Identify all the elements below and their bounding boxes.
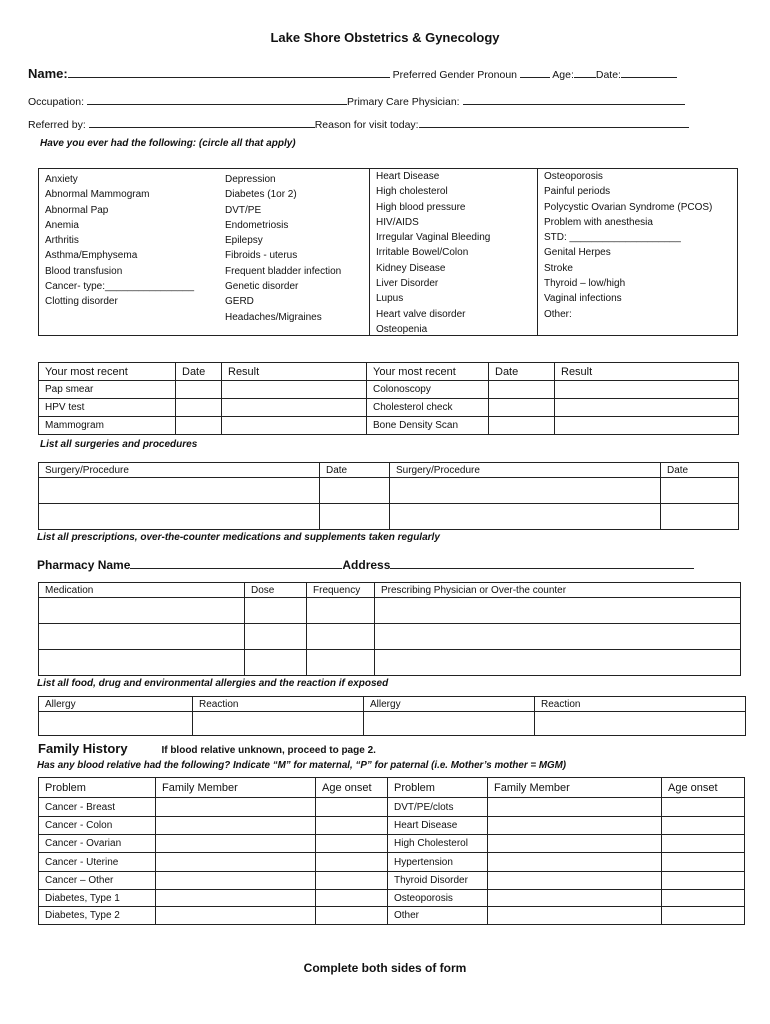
date-label: Date:	[595, 69, 621, 81]
condition-item[interactable]: Problem with anesthesia	[544, 216, 653, 228]
condition-item[interactable]: Cancer- type:________________	[45, 281, 195, 293]
table-row	[39, 907, 745, 925]
referred-field[interactable]	[89, 116, 315, 128]
column-header: Age onset	[662, 778, 745, 798]
condition-item[interactable]: Lupus	[376, 293, 404, 305]
family-member-cell[interactable]	[488, 853, 662, 872]
table-row	[39, 798, 745, 817]
date-cell[interactable]	[661, 478, 739, 504]
condition-item[interactable]: Diabetes (1or 2)	[225, 189, 297, 201]
age-field[interactable]	[574, 66, 596, 78]
test-name: Bone Density Scan	[367, 417, 489, 435]
table-row	[39, 478, 739, 504]
test-name: Pap smear	[39, 381, 176, 399]
family-member-cell[interactable]	[488, 798, 662, 817]
age-onset-cell[interactable]	[316, 890, 388, 907]
column-header: Your most recent	[367, 363, 489, 381]
column-header: Problem	[388, 778, 488, 798]
column-header: Surgery/Procedure	[39, 463, 320, 478]
table-row	[39, 890, 745, 907]
medication-cell[interactable]	[39, 624, 245, 650]
problem-name: Cancer - Uterine	[39, 853, 156, 872]
age-onset-cell[interactable]	[662, 872, 745, 890]
condition-item[interactable]: High cholesterol	[376, 186, 448, 198]
column-header: Result	[555, 363, 739, 381]
age-label: Age:	[552, 69, 574, 81]
medications-prompt: List all prescriptions, over-the-counter medications and supplements taken regularly	[37, 532, 440, 543]
result-cell[interactable]	[222, 417, 367, 435]
family-history-title: Family History	[38, 741, 128, 756]
problem-name: Hypertension	[388, 853, 488, 872]
family-member-cell[interactable]	[156, 798, 316, 817]
age-onset-cell[interactable]	[662, 853, 745, 872]
conditions-col-3	[369, 169, 537, 335]
table-row	[39, 504, 739, 530]
condition-item[interactable]: Headaches/Migraines	[225, 311, 322, 323]
name-row	[28, 66, 708, 81]
condition-item[interactable]: Osteopenia	[376, 323, 428, 335]
age-onset-cell[interactable]	[662, 890, 745, 907]
family-member-cell[interactable]	[156, 853, 316, 872]
frequency-cell[interactable]	[307, 650, 375, 676]
condition-item[interactable]: DVT/PE	[225, 204, 262, 216]
condition-item[interactable]: Polycystic Ovarian Syndrome (PCOS)	[544, 201, 713, 213]
problem-name: Diabetes, Type 2	[39, 907, 156, 925]
result-cell[interactable]	[222, 399, 367, 417]
problem-name: Cancer – Other	[39, 872, 156, 890]
table-header-row	[39, 778, 745, 798]
condition-item[interactable]: HIV/AIDS	[376, 216, 419, 228]
condition-item[interactable]: Arthritis	[45, 235, 79, 247]
family-member-cell[interactable]	[488, 835, 662, 853]
age-onset-cell[interactable]	[662, 798, 745, 817]
primary-care-label: Primary Care Physician:	[346, 96, 460, 108]
physician-cell[interactable]	[375, 624, 741, 650]
result-cell[interactable]	[555, 399, 739, 417]
condition-item[interactable]: Irregular Vaginal Bleeding	[376, 232, 491, 244]
medications-table	[38, 582, 741, 676]
family-member-cell[interactable]	[156, 872, 316, 890]
condition-item[interactable]: Abnormal Mammogram	[45, 189, 150, 201]
age-onset-cell[interactable]	[662, 817, 745, 835]
condition-item[interactable]: Genetic disorder	[225, 281, 299, 293]
pharmacy-row	[37, 555, 694, 572]
condition-item[interactable]: Anxiety	[45, 174, 78, 185]
family-member-cell[interactable]	[488, 817, 662, 835]
pharmacy-label: Pharmacy Name	[37, 558, 131, 572]
recent-tests-table	[38, 362, 739, 435]
problem-name: Cancer - Ovarian	[39, 835, 156, 853]
address-label: Address	[342, 558, 391, 572]
column-header: Allergy	[364, 697, 535, 712]
column-header: Problem	[39, 778, 156, 798]
age-onset-cell[interactable]	[316, 872, 388, 890]
allergy-cell[interactable]	[39, 712, 193, 736]
condition-item[interactable]: Frequent bladder infection	[225, 265, 342, 277]
reaction-cell[interactable]	[535, 712, 746, 736]
condition-item[interactable]: Heart valve disorder	[376, 308, 466, 320]
condition-item[interactable]: Anemia	[45, 219, 79, 231]
family-member-cell[interactable]	[488, 872, 662, 890]
medication-cell[interactable]	[39, 598, 245, 624]
column-header: Your most recent	[39, 363, 176, 381]
table-row	[39, 381, 739, 399]
column-header: Family Member	[156, 778, 316, 798]
problem-name: Thyroid Disorder	[388, 872, 488, 890]
physician-cell[interactable]	[375, 598, 741, 624]
conditions-col-4	[537, 169, 737, 335]
problem-name: Diabetes, Type 1	[39, 890, 156, 907]
table-row	[39, 835, 745, 853]
column-header: Frequency	[307, 583, 375, 598]
occupation-row	[28, 93, 708, 108]
footer-note: Complete both sides of form	[303, 961, 467, 975]
problem-name: Osteoporosis	[388, 890, 488, 907]
condition-item[interactable]: Fibroids - uterus	[225, 250, 298, 262]
table-row	[39, 712, 746, 736]
date-field[interactable]	[621, 66, 677, 78]
condition-item[interactable]: Thyroid – low/high	[544, 278, 626, 290]
condition-item[interactable]: Asthma/Emphysema	[45, 250, 138, 262]
date-cell[interactable]	[176, 399, 222, 417]
pronoun-field[interactable]	[520, 66, 550, 78]
condition-item[interactable]: High blood pressure	[376, 201, 466, 213]
column-header: Dose	[245, 583, 307, 598]
problem-name: Cancer - Breast	[39, 798, 156, 817]
problem-name: Cancer - Colon	[39, 817, 156, 835]
primary-care-field[interactable]	[463, 93, 685, 105]
condition-item[interactable]: Stroke	[544, 262, 573, 274]
family-member-cell[interactable]	[156, 890, 316, 907]
condition-item[interactable]: Heart Disease	[376, 171, 440, 182]
column-header: Reaction	[193, 697, 364, 712]
table-header-row	[39, 583, 741, 598]
column-header: Family Member	[488, 778, 662, 798]
address-field[interactable]	[390, 555, 694, 569]
condition-item[interactable]: Painful periods	[544, 186, 611, 198]
dose-cell[interactable]	[245, 650, 307, 676]
conditions-col-2	[219, 169, 369, 335]
result-cell[interactable]	[555, 417, 739, 435]
conditions-col-1	[39, 169, 219, 335]
condition-item[interactable]: Liver Disorder	[376, 278, 439, 290]
medication-cell[interactable]	[39, 650, 245, 676]
table-row	[39, 399, 739, 417]
table-row	[39, 853, 745, 872]
surgeries-table	[38, 462, 739, 530]
condition-item[interactable]: Kidney Disease	[376, 262, 446, 274]
test-name: Cholesterol check	[367, 399, 489, 417]
allergy-cell[interactable]	[364, 712, 535, 736]
table-row	[39, 598, 741, 624]
surgery-cell[interactable]	[39, 478, 320, 504]
column-header: Allergy	[39, 697, 193, 712]
condition-item[interactable]: Blood transfusion	[45, 265, 123, 277]
name-label: Name:	[28, 66, 68, 81]
condition-item[interactable]: Depression	[225, 174, 276, 185]
age-onset-cell[interactable]	[662, 907, 745, 925]
test-name: Mammogram	[39, 417, 176, 435]
allergies-prompt: List all food, drug and environmental allergies and the reaction if exposed	[37, 678, 389, 689]
referred-label: Referred by:	[28, 119, 86, 131]
column-header: Result	[222, 363, 367, 381]
family-member-cell[interactable]	[488, 907, 662, 925]
column-header: Date	[489, 363, 555, 381]
family-member-cell[interactable]	[156, 907, 316, 925]
date-cell[interactable]	[320, 504, 390, 530]
date-cell[interactable]	[320, 478, 390, 504]
age-onset-cell[interactable]	[316, 817, 388, 835]
condition-item[interactable]: GERD	[225, 296, 254, 308]
column-header: Date	[320, 463, 390, 478]
table-row	[39, 650, 741, 676]
family-history-prompt: Has any blood relative had the following? Indicate “M” for maternal, “P” for paternal (i.e. Mother’s mother = MGM)	[37, 760, 567, 771]
condition-item[interactable]: Irritable Bowel/Colon	[376, 247, 469, 259]
family-history-header	[38, 741, 376, 756]
column-header: Reaction	[535, 697, 746, 712]
allergies-table	[38, 696, 746, 736]
occupation-field[interactable]	[87, 93, 347, 105]
date-cell[interactable]	[489, 417, 555, 435]
condition-item[interactable]: Genital Herpes	[544, 247, 611, 259]
age-onset-cell[interactable]	[316, 853, 388, 872]
surgery-cell[interactable]	[390, 504, 661, 530]
referred-row	[28, 116, 708, 131]
problem-name: DVT/PE/clots	[388, 798, 488, 817]
frequency-cell[interactable]	[307, 624, 375, 650]
condition-item[interactable]: Vaginal infections	[544, 293, 622, 305]
condition-item[interactable]: Abnormal Pap	[45, 204, 109, 216]
family-history-table	[38, 777, 745, 925]
dose-cell[interactable]	[245, 624, 307, 650]
age-onset-cell[interactable]	[316, 835, 388, 853]
table-row	[39, 872, 745, 890]
date-cell[interactable]	[176, 381, 222, 399]
frequency-cell[interactable]	[307, 598, 375, 624]
age-onset-cell[interactable]	[662, 835, 745, 853]
date-cell[interactable]	[661, 504, 739, 530]
condition-item[interactable]: Clotting disorder	[45, 296, 118, 308]
problem-name: High Cholesterol	[388, 835, 488, 853]
test-name: Colonoscopy	[367, 381, 489, 399]
result-cell[interactable]	[555, 381, 739, 399]
reason-field[interactable]	[419, 116, 689, 128]
table-row	[39, 624, 741, 650]
family-member-cell[interactable]	[156, 817, 316, 835]
date-cell[interactable]	[489, 399, 555, 417]
condition-item[interactable]: Endometriosis	[225, 219, 289, 231]
surgery-cell[interactable]	[390, 478, 661, 504]
table-header-row	[39, 697, 746, 712]
column-header: Date	[176, 363, 222, 381]
condition-item[interactable]: Epilepsy	[225, 235, 263, 247]
problem-name: Heart Disease	[388, 817, 488, 835]
column-header: Prescribing Physician or Over-the counter	[375, 583, 741, 598]
condition-item[interactable]: Other:	[544, 308, 572, 320]
family-member-cell[interactable]	[488, 890, 662, 907]
problem-name: Other	[388, 907, 488, 925]
conditions-box	[38, 168, 738, 336]
table-row	[39, 817, 745, 835]
pharmacy-field[interactable]	[130, 555, 342, 569]
table-row	[39, 417, 739, 435]
family-history-note: If blood relative unknown, proceed to page 2.	[161, 745, 376, 756]
test-name: HPV test	[39, 399, 176, 417]
age-onset-cell[interactable]	[316, 907, 388, 925]
reason-label: Reason for visit today:	[314, 119, 419, 131]
column-header: Age onset	[316, 778, 388, 798]
result-cell[interactable]	[222, 381, 367, 399]
table-header-row	[39, 463, 739, 478]
name-field[interactable]	[68, 66, 390, 78]
reaction-cell[interactable]	[193, 712, 364, 736]
condition-item[interactable]: STD: ____________________	[544, 232, 681, 244]
surgery-cell[interactable]	[39, 504, 320, 530]
table-header-row	[39, 363, 739, 381]
dose-cell[interactable]	[245, 598, 307, 624]
occupation-label: Occupation:	[28, 96, 85, 108]
form-title: Lake Shore Obstetrics & Gynecology	[270, 30, 500, 45]
date-cell[interactable]	[489, 381, 555, 399]
conditions-prompt: Have you ever had the following: (circle all that apply)	[40, 138, 296, 149]
condition-item[interactable]: Osteoporosis	[544, 171, 603, 182]
column-header: Date	[661, 463, 739, 478]
date-cell[interactable]	[176, 417, 222, 435]
column-header: Surgery/Procedure	[390, 463, 661, 478]
physician-cell[interactable]	[375, 650, 741, 676]
pronoun-label: Preferred Gender Pronoun	[392, 69, 517, 81]
surgeries-prompt: List all surgeries and procedures	[40, 439, 198, 450]
family-member-cell[interactable]	[156, 835, 316, 853]
column-header: Medication	[39, 583, 245, 598]
age-onset-cell[interactable]	[316, 798, 388, 817]
